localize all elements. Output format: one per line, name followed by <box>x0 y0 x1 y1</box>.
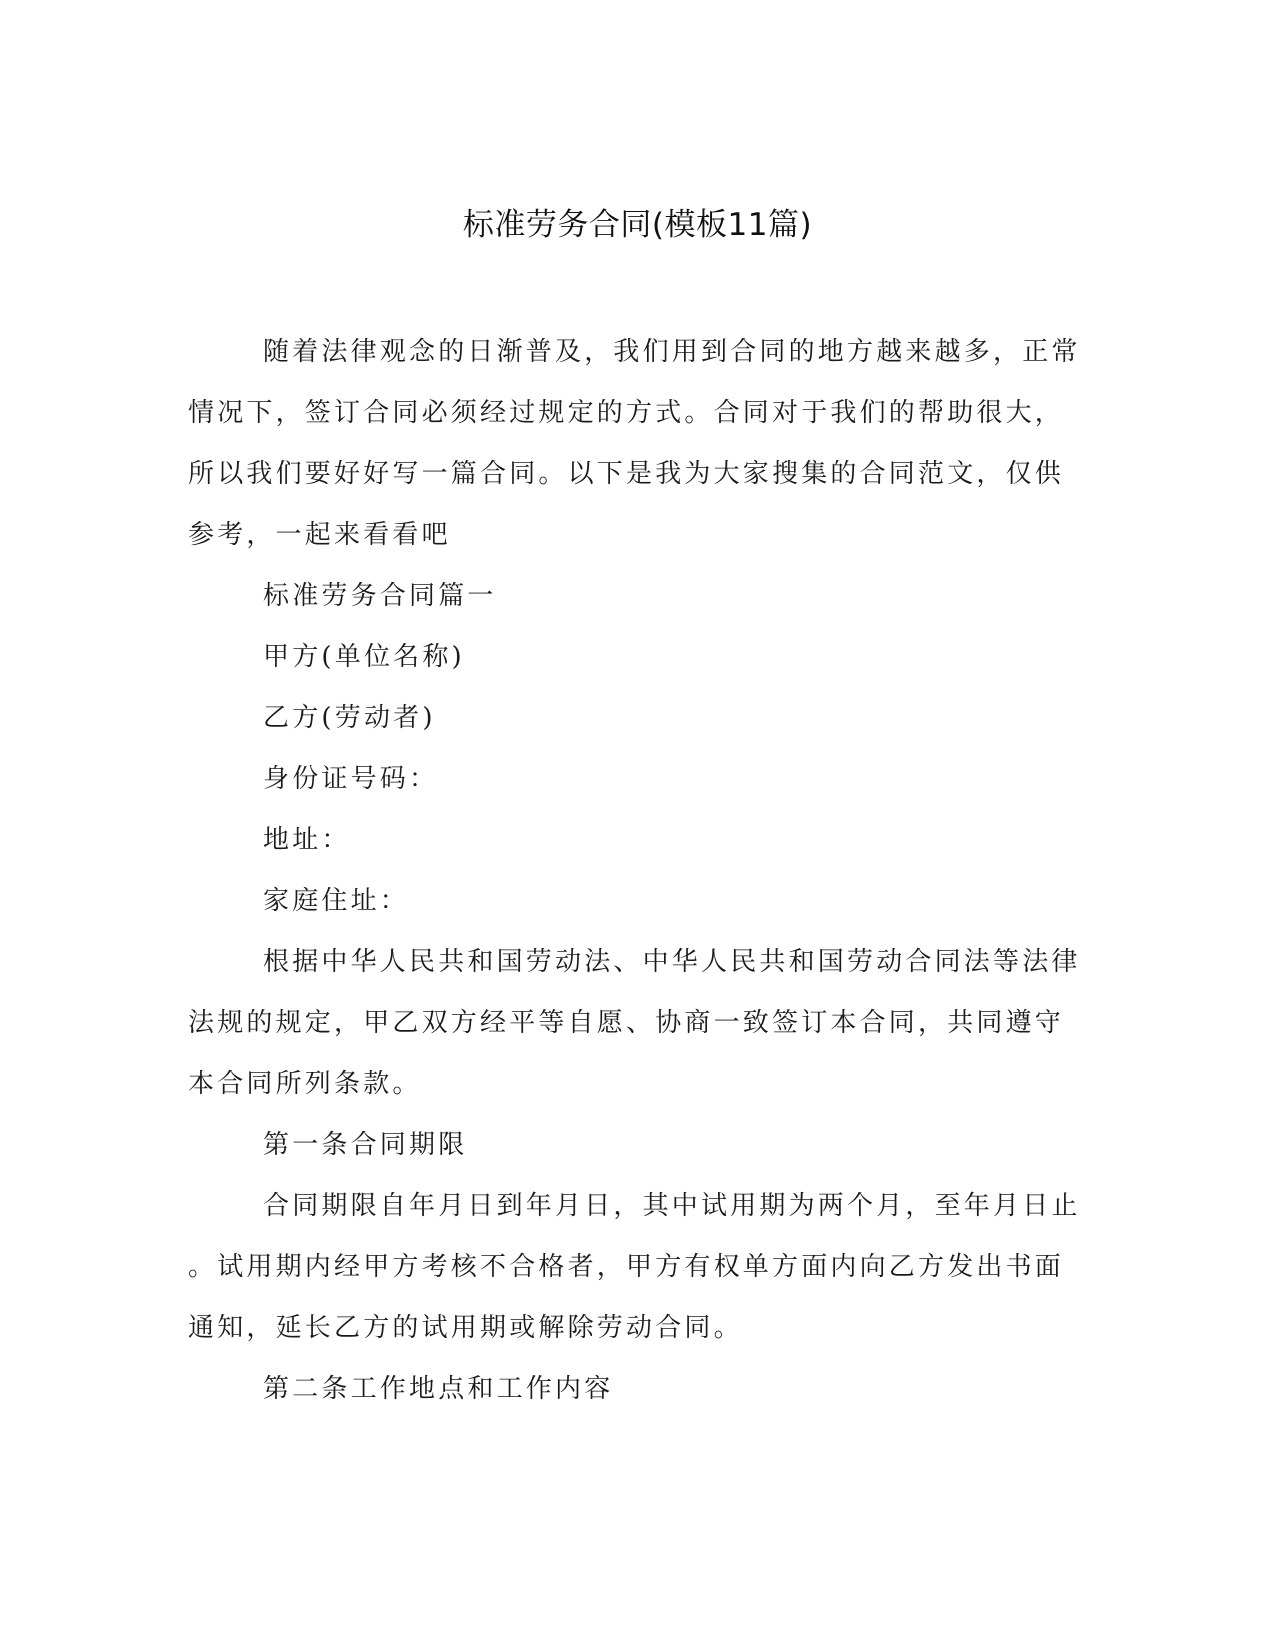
document-title: 标准劳务合同(模板11篇) <box>462 207 813 243</box>
paragraph-line: 随着法律观念的日渐普及，我们用到合同的地方越来越多，正常 <box>263 337 1081 367</box>
address-field: 地址： <box>263 825 351 855</box>
paragraph-line: 根据中华人民共和国劳动法、中华人民共和国劳动合同法等法律 <box>263 947 1081 977</box>
article-heading: 第二条工作地点和工作内容 <box>263 1374 614 1404</box>
paragraph-line: 本合同所列条款。 <box>188 1069 422 1099</box>
paragraph-line: 通知，延长乙方的试用期或解除劳动合同。 <box>188 1313 743 1343</box>
id-number-field: 身份证号码： <box>263 764 439 794</box>
document-body <box>188 322 1081 1420</box>
section-heading: 标准劳务合同篇一 <box>263 581 497 611</box>
article-heading: 第一条合同期限 <box>263 1130 468 1160</box>
paragraph-line: 合同期限自年月日到年月日，其中试用期为两个月，至年月日止 <box>263 1191 1081 1221</box>
paragraph-line: 法规的规定，甲乙双方经平等自愿、协商一致签订本合同，共同遵守 <box>188 1008 1065 1038</box>
party-a-field: 甲方(单位名称) <box>263 642 465 672</box>
home-address-field: 家庭住址： <box>263 886 410 916</box>
paragraph-line: 所以我们要好好写一篇合同。以下是我为大家搜集的合同范文，仅供 <box>188 459 1065 489</box>
paragraph-line: 参考，一起来看看吧 <box>188 520 451 550</box>
paragraph-line: 情况下，签订合同必须经过规定的方式。合同对于我们的帮助很大， <box>188 398 1065 428</box>
party-b-field: 乙方(劳动者) <box>263 703 436 733</box>
paragraph-line: 。试用期内经甲方考核不合格者，甲方有权单方面内向乙方发出书面 <box>188 1252 1065 1282</box>
